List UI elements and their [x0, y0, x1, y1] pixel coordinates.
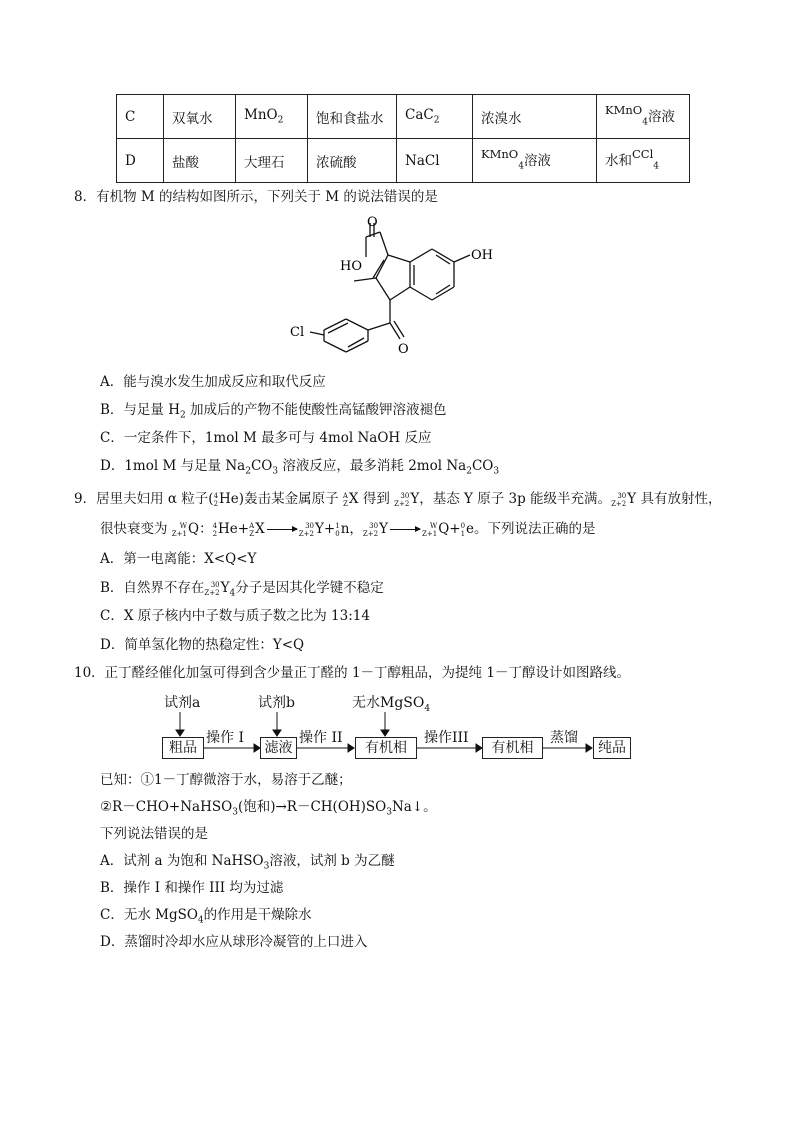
q8-option-a: A．能与溴水发生加成反应和取代反应 [100, 374, 326, 390]
flow-box-filtrate: 滤液 [260, 737, 297, 759]
table-cell: CaC$_2$ [397, 95, 473, 139]
purification-flowchart [160, 692, 640, 762]
reagent-a-label: 试剂a [164, 695, 201, 711]
reagent-table [116, 94, 690, 183]
flow-box-pure: 纯品 [593, 737, 631, 759]
table-cell: D [117, 139, 164, 183]
table-cell: MnO$_2$ [236, 95, 308, 139]
table-cell: C [117, 95, 164, 139]
q9-line1: 9．居里夫妇用 α 粒子(4 2He)轰击某金属原子 A ZX 得到 30 Z+2Y，基态 Y 原子 3p 能级半充满。 30 Z+2Y 具有放射性， [74, 491, 722, 508]
q9-option-b: B．自然界不存在 30 $Z+2Y_4$分子是因其化学键不稳定 [100, 580, 384, 599]
table-cell: 饱和食盐水 [308, 95, 397, 139]
q10-ask: 下列说法错误的是 [100, 826, 208, 842]
table-cell: KMnO$_4$溶液 [473, 139, 597, 183]
distillation-label: 蒸馏 [550, 730, 578, 746]
table-cell: 盐酸 [164, 139, 236, 183]
flow-box-organic-1: 有机相 [355, 737, 417, 759]
hydroxyl-acid-label: HO [340, 259, 362, 274]
chlorine-label: Cl [290, 325, 305, 340]
flow-box-crude: 粗品 [162, 737, 204, 759]
table-cell: 双氧水 [164, 95, 236, 139]
acid-oxygen-label: O [367, 215, 378, 230]
table-cell: 浓溴水 [473, 95, 597, 139]
ketone-oxygen-label: O [398, 342, 409, 357]
molecule-structure-diagram [280, 215, 520, 360]
q10-stem: 10．正丁醛经催化加氢可得到含少量正丁醛的 1－丁醇粗品，为提纯 1－丁醇设计如图路线。 [74, 665, 630, 681]
operation-3-label: 操作III [424, 730, 469, 746]
operation-2-label: 操作 II [299, 730, 343, 746]
reaction-arrow-icon [390, 529, 420, 530]
q10-option-c: C．无水 MgSO$_4$的作用是干燥除水 [100, 907, 312, 926]
q10-option-d: D．蒸馏时冷却水应从球形冷凝管的上口进入 [100, 934, 368, 950]
q8-option-c: C．一定条件下，1mol M 最多可与 4mol NaOH 反应 [100, 430, 432, 446]
q8-option-b: B．与足量 $H_2$ 加成后的产物不能使酸性高锰酸钾溶液褪色 [100, 402, 447, 421]
table-cell: NaCl [397, 139, 473, 183]
table-row [117, 95, 690, 139]
reaction-arrow-icon [267, 529, 297, 530]
table-cell: 浓硫酸 [308, 139, 397, 183]
q8-option-d: D．1mol M 与足量 $Na_2CO_3$ 溶液反应，最多消耗 2mol $Na_2CO_3$ [100, 458, 500, 477]
isotope-x: A Z [342, 491, 348, 508]
isotope-y: 30 Z+2 [611, 491, 627, 508]
mgso4-label: 无水MgSO$_4$ [352, 695, 431, 714]
operation-1-label: 操作 I [206, 730, 244, 746]
q9-option-c: C．X 原子核内中子数与质子数之比为 13:14 [100, 608, 370, 624]
hydroxyl-label: OH [471, 248, 493, 263]
table-cell: 大理石 [236, 139, 308, 183]
table-row [117, 139, 690, 183]
q9-option-a: A．第一电离能：X<Q<Y [100, 551, 257, 567]
table-cell: 水和CCl$_4$ [597, 139, 690, 183]
q10-option-b: B．操作 I 和操作 III 均为过滤 [100, 880, 284, 896]
table-cell: KMnO$_4$溶液 [597, 95, 690, 139]
isotope-y: 30 Z+2 [394, 491, 410, 508]
q10-known-1: 已知：①1－丁醇微溶于水，易溶于乙醚； [100, 772, 352, 788]
flow-box-organic-2: 有机相 [482, 737, 543, 759]
q9-option-d: D．简单氢化物的热稳定性：Y<Q [100, 637, 305, 653]
q9-line2: 很快衰变为 W Z+1Q：4 2He+A ZX 30 Z+2Y+1 0n， 30 Z+2Y W Z+1Q+0 1e。下列说法正确的是 [100, 521, 596, 538]
q10-known-2: ②R－CHO+NaHSO$_3$(饱和)$\to R-CH(OH)SO_3Na↓$。 [100, 799, 437, 818]
q8-stem: 8．有机物 M 的结构如图所示，下列关于 M 的说法错误的是 [74, 189, 438, 205]
isotope-he: 4 2 [213, 491, 219, 508]
q10-option-a: A．试剂 a 为饱和 NaHSO$_3$溶液，试剂 b 为乙醚 [100, 853, 395, 872]
reagent-b-label: 试剂b [258, 695, 295, 711]
